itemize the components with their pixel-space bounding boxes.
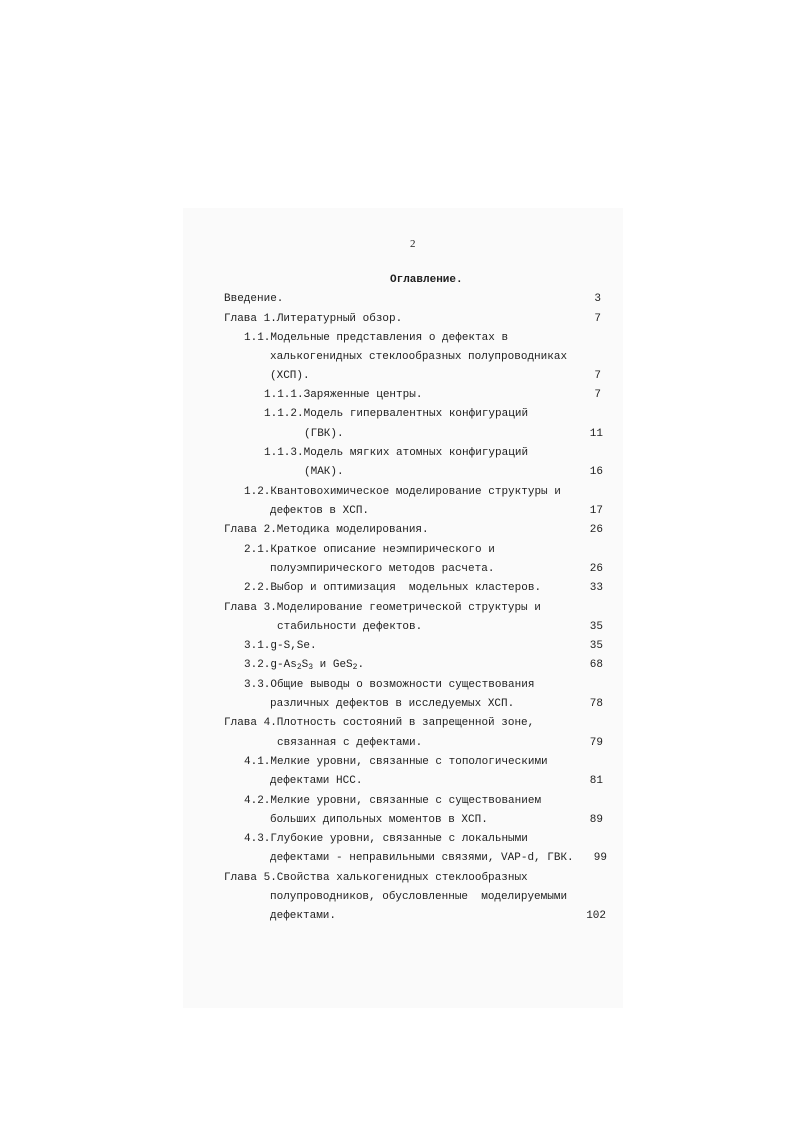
toc-entry-text: Глава 2.Методика моделирования. (224, 524, 429, 536)
toc-entry-page: 99 (593, 852, 607, 864)
toc-entry-text: дефектов в ХСП. (270, 505, 370, 517)
toc-entry-text: 3.3.Общие выводы о возможности существования (244, 679, 535, 691)
formula-part: S (301, 659, 309, 671)
toc-entry-text: 1.1.3.Модель мягких атомных конфигураций (264, 447, 529, 459)
formula-subscript: 2 (296, 663, 302, 672)
toc-entry-text: связанная с дефектами. (277, 737, 423, 749)
formula-subscript: 2 (352, 663, 358, 672)
toc-entry-page: 7 (594, 313, 601, 325)
toc-entry-page: 35 (589, 621, 603, 633)
toc-entry-text: (МАК). (304, 466, 344, 478)
toc-entry-text: полуэмпирического методов расчета. (270, 563, 495, 575)
formula-part: 3.2.g-As (244, 659, 297, 671)
toc-entry-page: 102 (586, 910, 606, 922)
toc-entry-page: 16 (589, 466, 603, 478)
toc-entry-page: 3 (594, 293, 601, 305)
formula-subscript: 3 (308, 663, 314, 672)
toc-entry-text: дефектами НСС. (270, 775, 363, 787)
toc-entry-text: стабильности дефектов. (277, 621, 423, 633)
toc-entry-text: 1.1.Модельные представления о дефектах в (244, 332, 509, 344)
page-number: 2 (410, 238, 416, 250)
toc-entry-page: 79 (589, 737, 603, 749)
toc-entry-text: (ХСП). (270, 370, 310, 382)
toc-entry-page: 81 (589, 775, 603, 787)
toc-entry-text: различных дефектов в исследуемых ХСП. (270, 698, 515, 710)
toc-entry-text: Глава 4.Плотность состояний в запрещенной зоне, (224, 717, 535, 729)
toc-entry-text: 4.2.Мелкие уровни, связанные с существованием (244, 795, 542, 807)
toc-entry-page: 7 (594, 389, 601, 401)
toc-entry-text: 1.2.Квантовохимическое моделирование структуры и (244, 486, 561, 498)
toc-entry-text: больших дипольных моментов в ХСП. (270, 814, 488, 826)
toc-entry-text: 2.2.Выбор и оптимизация модельных кластеров. (244, 582, 542, 594)
toc-title: Оглавление. (390, 274, 463, 286)
toc-entry-text: Введение. (224, 293, 284, 305)
toc-entry-page: 11 (589, 428, 603, 440)
toc-entry-text: 1.1.2.Модель гипервалентных конфигураций (264, 408, 529, 420)
toc-entry-page: 35 (589, 640, 603, 652)
toc-entry-page: 89 (589, 814, 603, 826)
toc-entry-page: 68 (589, 659, 603, 671)
toc-entry-text (244, 659, 364, 672)
formula-part: и GeS (313, 659, 353, 671)
toc-entry-text: 4.1.Мелкие уровни, связанные с топологическими (244, 756, 548, 768)
toc-entry-page: 33 (589, 582, 603, 594)
toc-entry-text: Глава 3.Моделирование геометрической структуры и (224, 602, 541, 614)
toc-entry-text: 1.1.1.Заряженные центры. (264, 389, 423, 401)
toc-entry-text: полупроводников, обусловленные моделируемыми (270, 891, 568, 903)
toc-entry-page: 26 (589, 563, 603, 575)
toc-entry-page: 7 (594, 370, 601, 382)
toc-entry-text: 2.1.Краткое описание неэмпирического и (244, 544, 495, 556)
toc-entry-page: 17 (589, 505, 603, 517)
toc-entry-text: Глава 5.Свойства халькогенидных стеклообразных (224, 872, 528, 884)
toc-entry-text: 4.3.Глубокие уровни, связанные с локальными (244, 833, 528, 845)
toc-entry-text: (ГВК). (304, 428, 344, 440)
toc-entry-text: дефектами - неправильными связями, VAP-d, ГВК. (270, 852, 574, 864)
toc-entry-text: Глава 1.Литературный обзор. (224, 313, 403, 325)
formula-part: . (357, 659, 365, 671)
toc-entry-text: дефектами. (270, 910, 337, 922)
toc-entry-page: 26 (589, 524, 603, 536)
toc-entry-page: 78 (589, 698, 603, 710)
toc-entry-text: халькогенидных стеклообразных полупроводниках (270, 351, 568, 363)
toc-entry-text: 3.1.g-S,Se. (244, 640, 317, 652)
